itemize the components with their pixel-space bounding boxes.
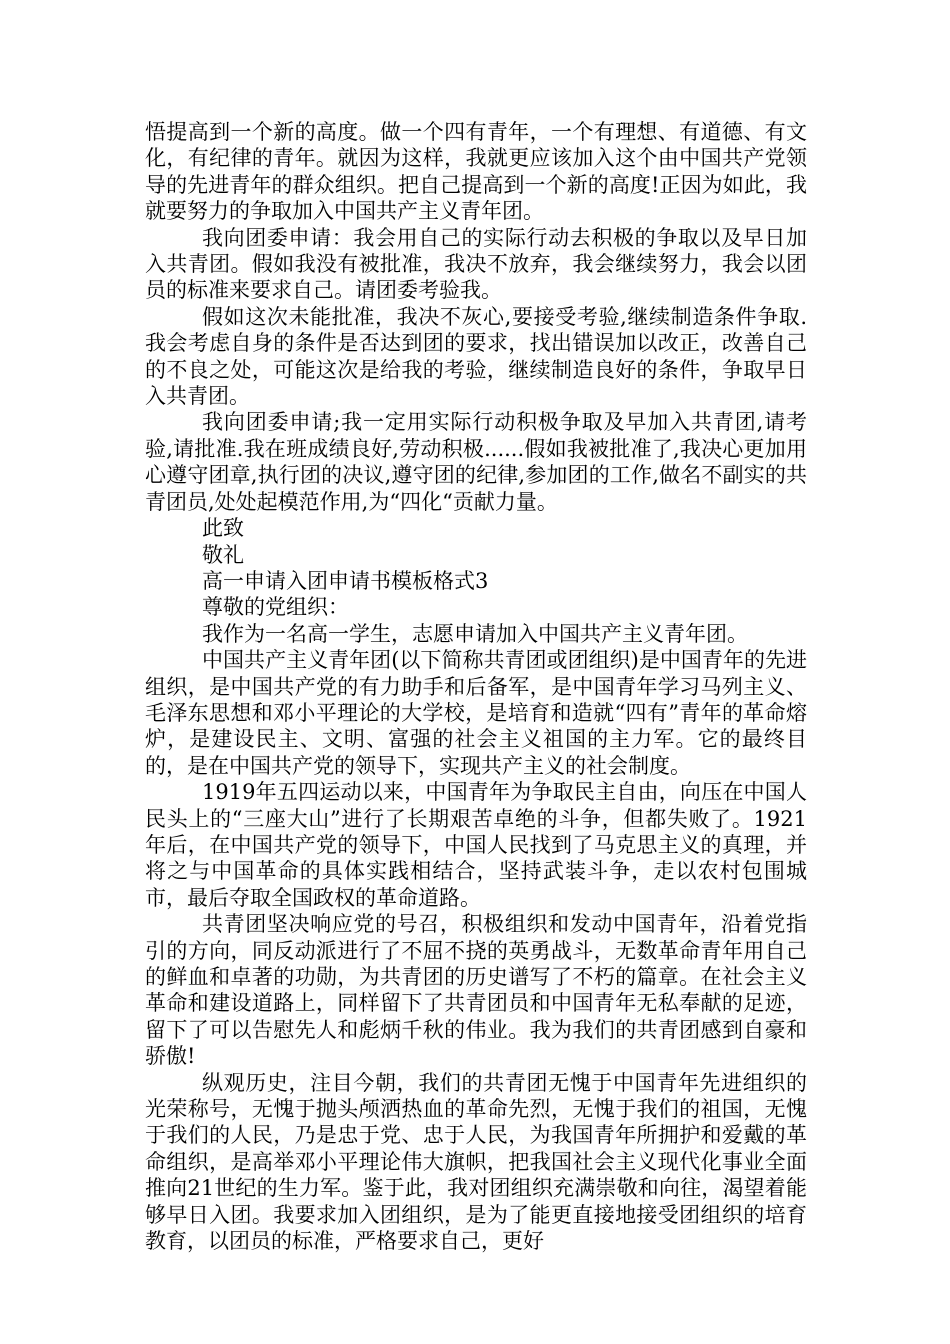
paragraph-request-approval: 我向团委申请;我一定用实际行动积极争取及早加入共青团,请考验,请批准.我在班成绩良好,劳动积极......假如我被批准了,我决心更加用心遵守团章,执行团的决议,遵守团的纪律,参加团的工作,做名不副实的共青团员,处处起模范作用,为“四化“贡献力量。 xyxy=(145,410,807,514)
paragraph-if-not-approved: 假如这次未能批准，我决不灰心,要接受考验,继续制造条件争取.我会考虑自身的条件是否达到团的要求，找出错误加以改正，改善自己的不良之处，可能这次是给我的考验，继续制造良好的条件，争取早日入共青团。 xyxy=(145,304,807,409)
greeting: 尊敬的党组织： xyxy=(202,595,349,620)
closing-salutation: 此致 xyxy=(202,516,244,541)
paragraph-history: 1919年五四运动以来，中国青年为争取民主自由，向压在中国人民头上的“三座大山”进行了长期艰苦卓绝的斗争，但都失败了。1921年后，在中国共产党的领导下，中国人民找到了马克思主义的真理，并将之与中国革命的具体实践相结合，坚持武装斗争，走以农村包围城市，最后夺取全国政权的革命道路。 xyxy=(145,780,807,910)
section-title: 高一申请入团申请书模板格式3 xyxy=(202,568,489,593)
closing-regards: 敬礼 xyxy=(202,542,244,567)
paragraph-league-definition: 中国共产主义青年团(以下简称共青团或团组织)是中国青年的先进组织，是中国共产党的有力助手和后备军，是中国青年学习马列主义、毛泽东思想和邓小平理论的大学校，是培育和造就“四有”青年的革命熔炉，是建设民主、文明、富强的社会主义祖国的主力军。它的最终目的，是在中国共产党的领导下，实现共产主义的社会制度。 xyxy=(145,648,807,778)
paragraph-intro: 我作为一名高一学生，志愿申请加入中国共产主义青年团。 xyxy=(202,621,748,646)
paragraph-league-contribution: 共青团坚决响应党的号召，积极组织和发动中国青年，沿着党指引的方向，同反动派进行了不屈不挠的英勇战斗，无数革命青年用自己的鲜血和卓著的功勋，为共青团的历史谱写了不朽的篇章。在社会主义革命和建设道路上，同样留下了共青团员和中国青年无私奉献的足迹，留下了可以告慰先人和彪炳千秋的伟业。我为我们的共青团感到自豪和骄傲! xyxy=(145,912,807,1069)
paragraph-application-commitment: 我向团委申请：我会用自己的实际行动去积极的争取以及早日加入共青团。假如我没有被批准，我决不放弃，我会继续努力，我会以团员的标准来要求自己。请团委考验我。 xyxy=(145,225,807,303)
paragraph-motivation: 纵观历史，注目今朝，我们的共青团无愧于中国青年先进组织的光荣称号，无愧于抛头颅洒热血的革命先烈，无愧于我们的祖国，无愧于我们的人民，乃是忠于党、忠于人民，为我国青年所拥护和爱戴的革命组织，是高举邓小平理论伟大旗帜，把我国社会主义现代化事业全面推向21世纪的生力军。鉴于此，我对团组织充满崇敬和向往，渴望着能够早日入团。我要求加入团组织，是为了能更直接地接受团组织的培育教育，以团员的标准，严格要求自己，更好 xyxy=(145,1070,807,1254)
paragraph-continuation: 悟提高到一个新的高度。做一个四有青年，一个有理想、有道德、有文化，有纪律的青年。就因为这样，我就更应该加入这个由中国共产党领导的先进青年的群众组织。把自己提高到一个新的高度!正因为如此，我就要努力的争取加入中国共产主义青年团。 xyxy=(145,120,807,224)
document-page xyxy=(145,119,807,1254)
